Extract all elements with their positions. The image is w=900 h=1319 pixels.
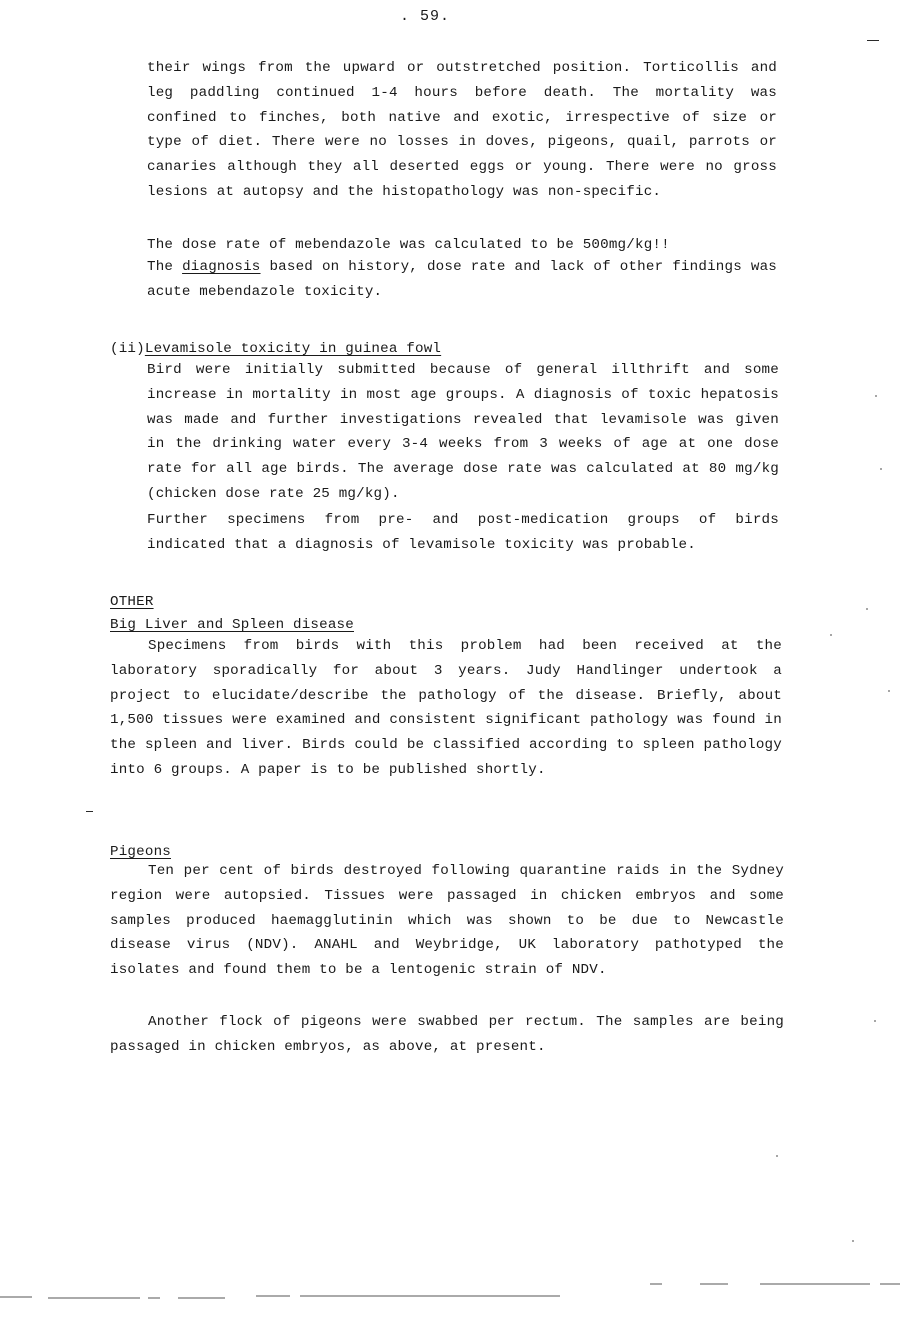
mebendazole-paragraph: their wings from the upward or outstretched position. Torticollis and leg paddling continued 1-4 hours before death. The mortality was confined to finches, both native and exotic, irrespective of size or type of diet. There were no losses in doves, pigeons, quail, parrots or canaries although they all deserted eggs or young. There were no gross lesions at autopsy and the histopathology was non-specific. bbox=[147, 60, 777, 200]
scan-speck bbox=[852, 1240, 854, 1242]
scan-speck bbox=[830, 634, 832, 636]
bottom-edge-dashes bbox=[0, 1280, 900, 1310]
scan-speck bbox=[866, 608, 868, 610]
pigeons-followup: Another flock of pigeons were swabbed per rectum. The samples are being passaged in chicken embryos, as above, at present. bbox=[110, 1014, 784, 1055]
scan-speck bbox=[776, 1155, 778, 1157]
scan-mark bbox=[867, 40, 879, 41]
pigeons-heading: Pigeons bbox=[110, 844, 171, 860]
scan-mark bbox=[86, 811, 93, 812]
big-liver-heading: Big Liver and Spleen disease bbox=[110, 617, 354, 633]
diagnosis-paragraph bbox=[147, 255, 777, 305]
diagnosis-prefix: The bbox=[147, 259, 183, 275]
diagnosis-rest: based on history, dose rate and lack of other findings was acute mebendazole toxicity. bbox=[147, 259, 777, 300]
other-heading: OTHER bbox=[110, 594, 154, 610]
diagnosis-underlined: diagnosis bbox=[182, 259, 261, 275]
scan-speck bbox=[880, 468, 882, 470]
levamisole-paragraph: Bird were initially submitted because of general illthrift and some increase in mortality in most age groups. A diagnosis of toxic hepatosis was made and further investigations revealed that levamisole was given in the drinking water every 3-4 weeks from 3 weeks of age at one dose rate for all age birds. The average dose rate was calculated at 80 mg/kg (chicken dose rate 25 mg/kg). bbox=[147, 362, 779, 502]
levamisole-heading bbox=[110, 341, 441, 357]
section-number: (ii) bbox=[110, 341, 145, 357]
scan-speck bbox=[888, 690, 890, 692]
pigeons-paragraph: Ten per cent of birds destroyed following quarantine raids in the Sydney region were autopsied. Tissues were passaged in chicken embryos and some samples produced haemagglutinin which was shown to be due to Newcastle disease virus (NDV). ANAHL and Weybridge, UK laboratory pathotyped the isolates and found them to be a lentogenic strain of NDV. bbox=[110, 863, 784, 979]
big-liver-paragraph: Specimens from birds with this problem had been received at the laboratory sporadically for about 3 years. Judy Handlinger undertook a project to elucidate/describe the pathology of the disease. Briefly, about 1,500 tissues were examined and consistent significant pathology was found in the spleen and liver. Birds could be classified according to spleen pathology into 6 groups. A paper is to be published shortly. bbox=[110, 638, 782, 778]
scan-speck bbox=[875, 395, 877, 397]
levamisole-conclusion: Further specimens from pre- and post-medication groups of birds indicated that a diagnosis of levamisole toxicity was probable. bbox=[147, 512, 779, 553]
page-number: . 59. bbox=[400, 8, 451, 25]
dose-rate-line: The dose rate of mebendazole was calculated to be 500mg/kg!! bbox=[147, 237, 670, 253]
section-heading-text: Levamisole toxicity in guinea fowl bbox=[144, 341, 442, 357]
scan-speck bbox=[874, 1020, 876, 1022]
